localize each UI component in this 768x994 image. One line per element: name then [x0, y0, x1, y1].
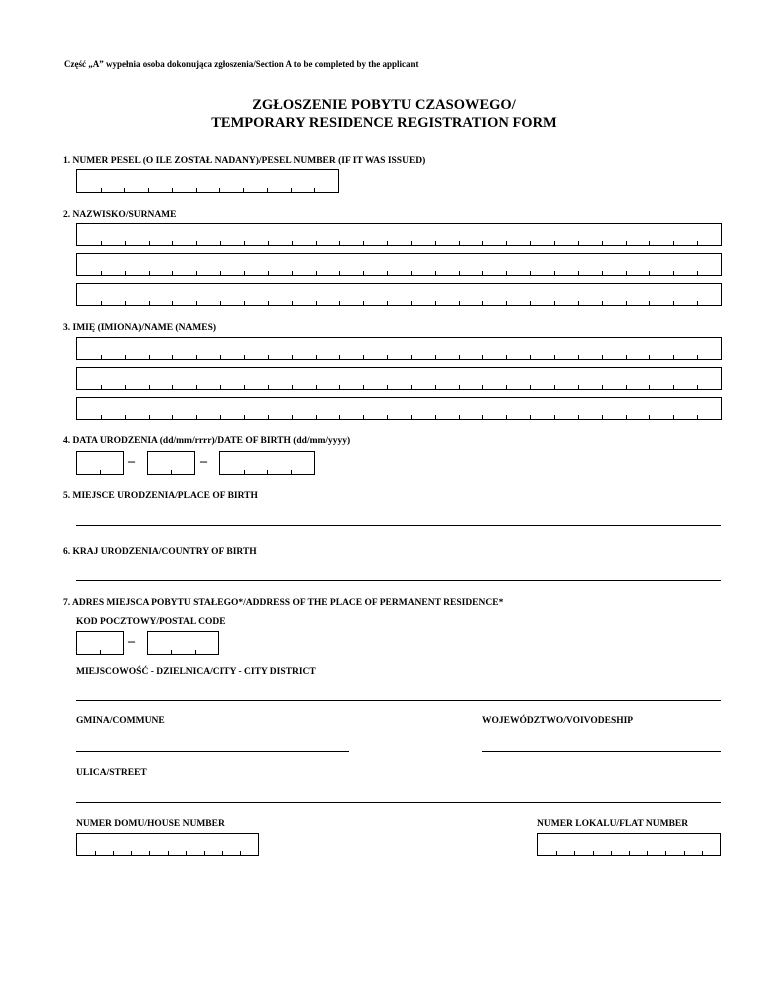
- cell-divider: [363, 415, 364, 419]
- cell-divider: [556, 851, 557, 855]
- cell-divider: [316, 415, 317, 419]
- cell-divider: [506, 241, 507, 245]
- cell-divider: [387, 271, 388, 275]
- cell-divider: [626, 415, 627, 419]
- cell-divider: [578, 355, 579, 359]
- cell-divider: [171, 650, 172, 654]
- cell-divider: [702, 851, 703, 855]
- birth-date-label: 4. DATA URODZENIA (dd/mm/rrrr)/DATE OF BIRTH (dd/mm/yyyy): [63, 436, 351, 446]
- house-number-label: NUMER DOMU/HOUSE NUMBER: [76, 819, 225, 829]
- cell-divider: [363, 355, 364, 359]
- cell-divider: [554, 385, 555, 389]
- cell-divider: [602, 241, 603, 245]
- cell-divider: [219, 188, 220, 192]
- cell-divider: [149, 271, 150, 275]
- cell-divider: [220, 355, 221, 359]
- postal-code-part-1[interactable]: [76, 631, 124, 655]
- cell-divider: [697, 301, 698, 305]
- cell-divider: [316, 241, 317, 245]
- names-input-line-1[interactable]: [76, 337, 722, 360]
- cell-divider: [530, 415, 531, 419]
- cell-divider: [100, 650, 101, 654]
- cell-divider: [506, 415, 507, 419]
- cell-divider: [459, 301, 460, 305]
- cell-divider: [291, 188, 292, 192]
- cell-divider: [196, 271, 197, 275]
- form-title-pl: ZGŁOSZENIE POBYTU CZASOWEGO/: [252, 97, 516, 113]
- cell-divider: [626, 355, 627, 359]
- postal-code-part-2[interactable]: [147, 631, 219, 655]
- cell-divider: [697, 385, 698, 389]
- cell-divider: [316, 355, 317, 359]
- cell-divider: [291, 470, 292, 474]
- postal-dash: –: [128, 634, 135, 649]
- cell-divider: [363, 385, 364, 389]
- postal-code-label: KOD POCZTOWY/POSTAL CODE: [76, 617, 226, 627]
- cell-divider: [339, 355, 340, 359]
- cell-divider: [292, 271, 293, 275]
- birth-month-input[interactable]: [147, 451, 195, 475]
- cell-divider: [125, 355, 126, 359]
- cell-divider: [196, 355, 197, 359]
- cell-divider: [149, 301, 150, 305]
- cell-divider: [244, 470, 245, 474]
- date-dash-2: –: [200, 454, 207, 469]
- cell-divider: [530, 355, 531, 359]
- birth-country-label: 6. KRAJ URODZENIA/COUNTRY OF BIRTH: [63, 547, 257, 557]
- cell-divider: [220, 241, 221, 245]
- birth-place-label: 5. MIEJSCE URODZENIA/PLACE OF BIRTH: [63, 491, 258, 501]
- cell-divider: [411, 385, 412, 389]
- cell-divider: [339, 301, 340, 305]
- cell-divider: [411, 301, 412, 305]
- cell-divider: [506, 271, 507, 275]
- cell-divider: [292, 415, 293, 419]
- cell-divider: [506, 301, 507, 305]
- surname-label: 2. NAZWISKO/SURNAME: [63, 210, 177, 220]
- cell-divider: [459, 385, 460, 389]
- cell-divider: [220, 271, 221, 275]
- surname-input-line-2[interactable]: [76, 253, 722, 276]
- cell-divider: [244, 355, 245, 359]
- cell-divider: [268, 301, 269, 305]
- cell-divider: [267, 188, 268, 192]
- cell-divider: [339, 241, 340, 245]
- cell-divider: [411, 271, 412, 275]
- cell-divider: [95, 851, 96, 855]
- cell-divider: [292, 385, 293, 389]
- cell-divider: [101, 385, 102, 389]
- cell-divider: [101, 415, 102, 419]
- cell-divider: [339, 385, 340, 389]
- cell-divider: [220, 415, 221, 419]
- cell-divider: [196, 188, 197, 192]
- cell-divider: [530, 385, 531, 389]
- cell-divider: [649, 355, 650, 359]
- cell-divider: [131, 851, 132, 855]
- cell-divider: [697, 241, 698, 245]
- cell-divider: [268, 415, 269, 419]
- cell-divider: [268, 385, 269, 389]
- cell-divider: [172, 355, 173, 359]
- cell-divider: [243, 188, 244, 192]
- cell-divider: [435, 301, 436, 305]
- cell-divider: [387, 301, 388, 305]
- surname-input-line-3[interactable]: [76, 283, 722, 306]
- cell-divider: [673, 355, 674, 359]
- cell-divider: [673, 241, 674, 245]
- cell-divider: [101, 355, 102, 359]
- surname-input-line-1[interactable]: [76, 223, 722, 246]
- cell-divider: [649, 385, 650, 389]
- cell-divider: [244, 301, 245, 305]
- cell-divider: [673, 385, 674, 389]
- cell-divider: [339, 271, 340, 275]
- street-line[interactable]: [76, 802, 721, 803]
- date-dash-1: –: [128, 454, 135, 469]
- cell-divider: [435, 415, 436, 419]
- cell-divider: [626, 241, 627, 245]
- city-line[interactable]: [76, 700, 721, 701]
- cell-divider: [172, 188, 173, 192]
- cell-divider: [195, 650, 196, 654]
- cell-divider: [578, 385, 579, 389]
- birth-country-line[interactable]: [76, 580, 721, 581]
- cell-divider: [363, 241, 364, 245]
- cell-divider: [530, 301, 531, 305]
- cell-divider: [578, 415, 579, 419]
- cell-divider: [697, 415, 698, 419]
- voivodeship-line[interactable]: [482, 751, 721, 752]
- cell-divider: [196, 415, 197, 419]
- cell-divider: [240, 851, 241, 855]
- cell-divider: [316, 301, 317, 305]
- names-input-line-2[interactable]: [76, 367, 722, 390]
- cell-divider: [554, 355, 555, 359]
- cell-divider: [411, 415, 412, 419]
- cell-divider: [435, 241, 436, 245]
- cell-divider: [363, 301, 364, 305]
- cell-divider: [697, 271, 698, 275]
- cell-divider: [149, 851, 150, 855]
- cell-divider: [602, 355, 603, 359]
- cell-divider: [125, 385, 126, 389]
- cell-divider: [204, 851, 205, 855]
- cell-divider: [602, 415, 603, 419]
- cell-divider: [482, 301, 483, 305]
- commune-line[interactable]: [76, 751, 349, 752]
- flat-number-input[interactable]: [537, 833, 721, 856]
- cell-divider: [482, 415, 483, 419]
- form-title-en: TEMPORARY RESIDENCE REGISTRATION FORM: [211, 115, 557, 131]
- cell-divider: [125, 271, 126, 275]
- cell-divider: [626, 385, 627, 389]
- cell-divider: [244, 385, 245, 389]
- cell-divider: [316, 271, 317, 275]
- cell-divider: [554, 415, 555, 419]
- cell-divider: [172, 415, 173, 419]
- cell-divider: [647, 851, 648, 855]
- cell-divider: [172, 385, 173, 389]
- cell-divider: [411, 355, 412, 359]
- cell-divider: [459, 271, 460, 275]
- flat-number-label: NUMER LOKALU/FLAT NUMBER: [537, 819, 689, 829]
- cell-divider: [602, 271, 603, 275]
- permanent-address-label: 7. ADRES MIEJSCA POBYTU STAŁEGO*/ADDRESS OF THE PLACE OF PERMANENT RESIDENCE*: [63, 598, 504, 608]
- cell-divider: [626, 301, 627, 305]
- cell-divider: [649, 241, 650, 245]
- cell-divider: [578, 271, 579, 275]
- cell-divider: [268, 271, 269, 275]
- cell-divider: [101, 271, 102, 275]
- cell-divider: [530, 241, 531, 245]
- cell-divider: [578, 241, 579, 245]
- cell-divider: [220, 301, 221, 305]
- cell-divider: [602, 301, 603, 305]
- cell-divider: [506, 355, 507, 359]
- cell-divider: [626, 271, 627, 275]
- cell-divider: [244, 415, 245, 419]
- cell-divider: [435, 385, 436, 389]
- cell-divider: [673, 271, 674, 275]
- cell-divider: [363, 271, 364, 275]
- cell-divider: [196, 385, 197, 389]
- cell-divider: [554, 301, 555, 305]
- cell-divider: [602, 385, 603, 389]
- cell-divider: [459, 415, 460, 419]
- cell-divider: [268, 241, 269, 245]
- city-label: MIEJSCOWOŚĆ - DZIELNICA/CITY - CITY DISTRICT: [76, 667, 316, 677]
- cell-divider: [196, 301, 197, 305]
- cell-divider: [459, 241, 460, 245]
- cell-divider: [673, 415, 674, 419]
- cell-divider: [482, 271, 483, 275]
- street-label: ULICA/STREET: [76, 768, 147, 778]
- names-label: 3. IMIĘ (IMIONA)/NAME (NAMES): [63, 323, 217, 333]
- cell-divider: [149, 415, 150, 419]
- house-number-input[interactable]: [76, 833, 259, 856]
- cell-divider: [125, 301, 126, 305]
- cell-divider: [148, 188, 149, 192]
- cell-divider: [314, 188, 315, 192]
- names-input-line-3[interactable]: [76, 397, 722, 420]
- cell-divider: [292, 355, 293, 359]
- pesel-input[interactable]: [76, 169, 339, 193]
- cell-divider: [387, 385, 388, 389]
- cell-divider: [172, 301, 173, 305]
- cell-divider: [292, 301, 293, 305]
- cell-divider: [530, 271, 531, 275]
- cell-divider: [172, 241, 173, 245]
- commune-label: GMINA/COMMUNE: [76, 716, 165, 726]
- cell-divider: [482, 355, 483, 359]
- cell-divider: [387, 355, 388, 359]
- cell-divider: [172, 271, 173, 275]
- cell-divider: [220, 385, 221, 389]
- cell-divider: [411, 241, 412, 245]
- cell-divider: [435, 355, 436, 359]
- cell-divider: [574, 851, 575, 855]
- cell-divider: [629, 851, 630, 855]
- cell-divider: [292, 241, 293, 245]
- cell-divider: [113, 851, 114, 855]
- pesel-label: 1. NUMER PESEL (O ILE ZOSTAŁ NADANY)/PESEL NUMBER (IF IT WAS ISSUED): [63, 156, 426, 166]
- cell-divider: [593, 851, 594, 855]
- cell-divider: [149, 241, 150, 245]
- cell-divider: [482, 385, 483, 389]
- cell-divider: [267, 470, 268, 474]
- cell-divider: [268, 355, 269, 359]
- cell-divider: [316, 385, 317, 389]
- cell-divider: [554, 241, 555, 245]
- cell-divider: [244, 271, 245, 275]
- cell-divider: [125, 241, 126, 245]
- cell-divider: [482, 241, 483, 245]
- cell-divider: [124, 188, 125, 192]
- voivodeship-label: WOJEWÓDZTWO/VOIVODESHIP: [482, 716, 634, 726]
- cell-divider: [665, 851, 666, 855]
- cell-divider: [506, 385, 507, 389]
- cell-divider: [387, 241, 388, 245]
- cell-divider: [339, 415, 340, 419]
- cell-divider: [554, 271, 555, 275]
- cell-divider: [578, 301, 579, 305]
- birth-day-input[interactable]: [76, 451, 124, 475]
- cell-divider: [222, 851, 223, 855]
- cell-divider: [171, 470, 172, 474]
- cell-divider: [101, 188, 102, 192]
- cell-divider: [673, 301, 674, 305]
- top-note: Część „A” wypełnia osoba dokonująca zgłoszenia/Section A to be completed by the applicant: [64, 59, 419, 69]
- cell-divider: [649, 415, 650, 419]
- cell-divider: [125, 415, 126, 419]
- cell-divider: [168, 851, 169, 855]
- cell-divider: [387, 415, 388, 419]
- cell-divider: [244, 241, 245, 245]
- cell-divider: [186, 851, 187, 855]
- cell-divider: [100, 470, 101, 474]
- birth-place-line[interactable]: [76, 525, 721, 526]
- cell-divider: [149, 355, 150, 359]
- birth-year-input[interactable]: [219, 451, 315, 475]
- cell-divider: [101, 301, 102, 305]
- cell-divider: [611, 851, 612, 855]
- cell-divider: [196, 241, 197, 245]
- cell-divider: [435, 271, 436, 275]
- cell-divider: [684, 851, 685, 855]
- cell-divider: [649, 301, 650, 305]
- cell-divider: [649, 271, 650, 275]
- cell-divider: [101, 241, 102, 245]
- cell-divider: [149, 385, 150, 389]
- cell-divider: [697, 355, 698, 359]
- cell-divider: [459, 355, 460, 359]
